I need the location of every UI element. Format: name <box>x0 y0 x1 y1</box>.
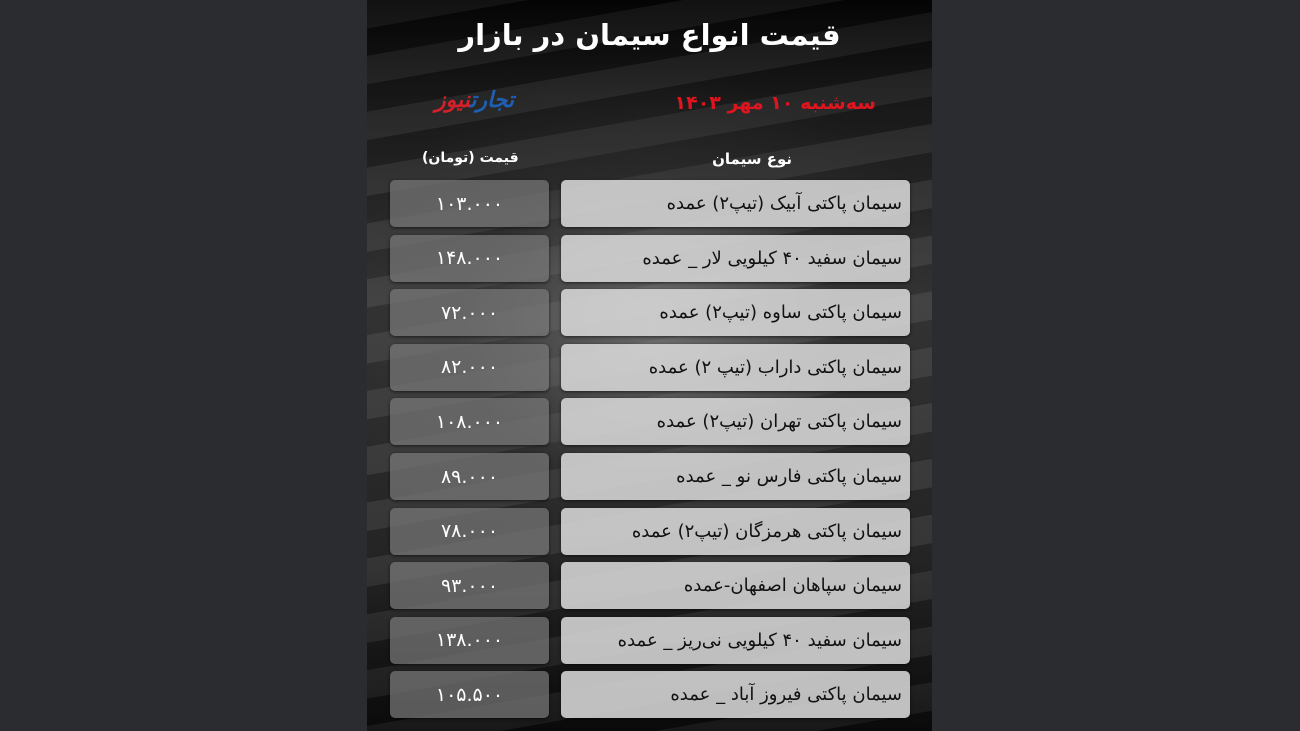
cement-name-cell: سیمان پاکتی فیروز آباد _ عمده <box>561 671 910 718</box>
infographic-panel <box>367 0 932 731</box>
cement-name-cell: سیمان پاکتی ساوه (تیپ۲) عمده <box>561 289 910 336</box>
cement-name-cell: سیمان سفید ۴۰ کیلویی نی‌ریز _ عمده <box>561 617 910 664</box>
table-row <box>390 453 910 500</box>
table-row <box>390 344 910 391</box>
table-row <box>390 617 910 664</box>
table-row <box>390 671 910 718</box>
cement-name-cell: سیمان سفید ۴۰ کیلویی لار _ عمده <box>561 235 910 282</box>
table-row <box>390 289 910 336</box>
price-cell: ۱۰۳.۰۰۰ <box>390 180 549 227</box>
cement-name-cell: سیمان سپاهان اصفهان-عمده <box>561 562 910 609</box>
price-cell: ۱۴۸.۰۰۰ <box>390 235 549 282</box>
cement-name-cell: سیمان پاکتی تهران (تیپ۲) عمده <box>561 398 910 445</box>
price-cell: ۱۳۸.۰۰۰ <box>390 617 549 664</box>
cement-name-cell: سیمان پاکتی داراب (تیپ ۲) عمده <box>561 344 910 391</box>
price-cell: ۸۲.۰۰۰ <box>390 344 549 391</box>
column-header-price: قیمت (تومان) <box>422 150 519 166</box>
table-row <box>390 235 910 282</box>
price-cell: ۷۸.۰۰۰ <box>390 508 549 555</box>
logo-part-1: تجارت <box>470 88 515 113</box>
table-row <box>390 180 910 227</box>
logo-part-2: نیوز <box>435 88 471 113</box>
brand-logo <box>435 88 514 113</box>
price-cell: ۷۲.۰۰۰ <box>390 289 549 336</box>
table-row <box>390 508 910 555</box>
price-cell: ۱۰۵.۵۰۰ <box>390 671 549 718</box>
price-cell: ۱۰۸.۰۰۰ <box>390 398 549 445</box>
cement-name-cell: سیمان پاکتی آبیک (تیپ۲) عمده <box>561 180 910 227</box>
cement-name-cell: سیمان پاکتی فارس نو _ عمده <box>561 453 910 500</box>
price-cell: ۹۳.۰۰۰ <box>390 562 549 609</box>
price-cell: ۸۹.۰۰۰ <box>390 453 549 500</box>
table-row <box>390 562 910 609</box>
table-row <box>390 398 910 445</box>
date-label: سه‌شنبه ۱۰ مهر ۱۴۰۳ <box>674 92 876 114</box>
column-header-name: نوع سیمان <box>712 150 792 168</box>
cement-name-cell: سیمان پاکتی هرمزگان (تیپ۲) عمده <box>561 508 910 555</box>
page-title: قیمت انواع سیمان در بازار <box>458 18 841 52</box>
